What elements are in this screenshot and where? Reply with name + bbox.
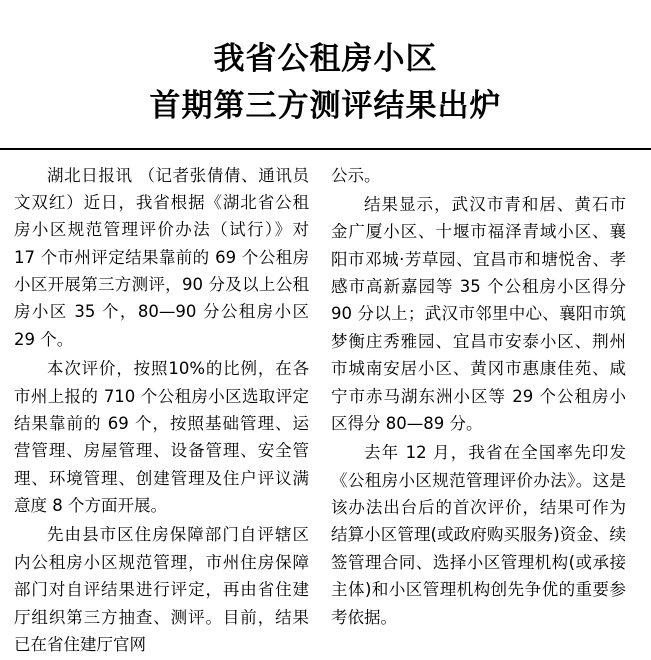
article-body <box>0 150 651 660</box>
article-column-left <box>14 162 309 660</box>
paragraph: 本次评价，按照10%的比例，在各市州上报的 710 个公租房小区选取评定结果靠前的 69 个，按照基础管理、运营管理、房屋管理、设备管理、安全管理、环境管理、创建管理及住户评议满意度 8 个方面开展。 <box>14 359 309 516</box>
paragraph: 湖北日报讯 （记者张倩倩、通讯员文双红）近日，我省根据《湖北省公租房小区规范管理评价办法（试行）》对 17 个市州评定结果靠前的 69 个公租房小区开展第三方测评，90 分及以上公租房小区 35 个，80—90 分公租房小区 29 个。 <box>14 165 309 349</box>
article-column-right <box>331 162 626 660</box>
headline-line-1: 我省公租房小区 <box>213 41 438 77</box>
paragraph: 公示。 <box>331 165 381 185</box>
page-title <box>0 0 651 128</box>
headline-line-2: 首期第三方测评结果出炉 <box>149 87 502 124</box>
paragraph: 结果显示，武汉市青和居、黄石市金广厦小区、十堰市福泽青域小区、襄阳市邓城·芳草园、宜昌市和塘悦舍、孝感市高新嘉园等 35 个公租房小区得分 90 分以上；武汉市邻里中心、襄阳市筑梦衡庄秀雅园、宜昌市安泰小区、荆州市城南安居小区、黄冈市惠康佳苑、咸宁市赤马湖东洲小区等 29 个公租房小区得分 80—89 分。 <box>331 194 626 433</box>
paragraph: 先由县市区住房保障部门自评辖区内公租房小区规范管理，市州住房保障部门对自评结果进行评定，再由省住建厅组织第三方抽查、测评。目前，结果已在省住建厅官网 <box>14 525 309 654</box>
paragraph: 去年 12 月，我省在全国率先印发《公租房小区规范管理评价办法》。这是该办法出台后的首次评价，结果可作为结算小区管理(或政府购买服务)资金、续签管理合同、选择小区管理机构(或承接主体)和小区管理机构创先争优的重要参考依据。 <box>331 443 626 627</box>
